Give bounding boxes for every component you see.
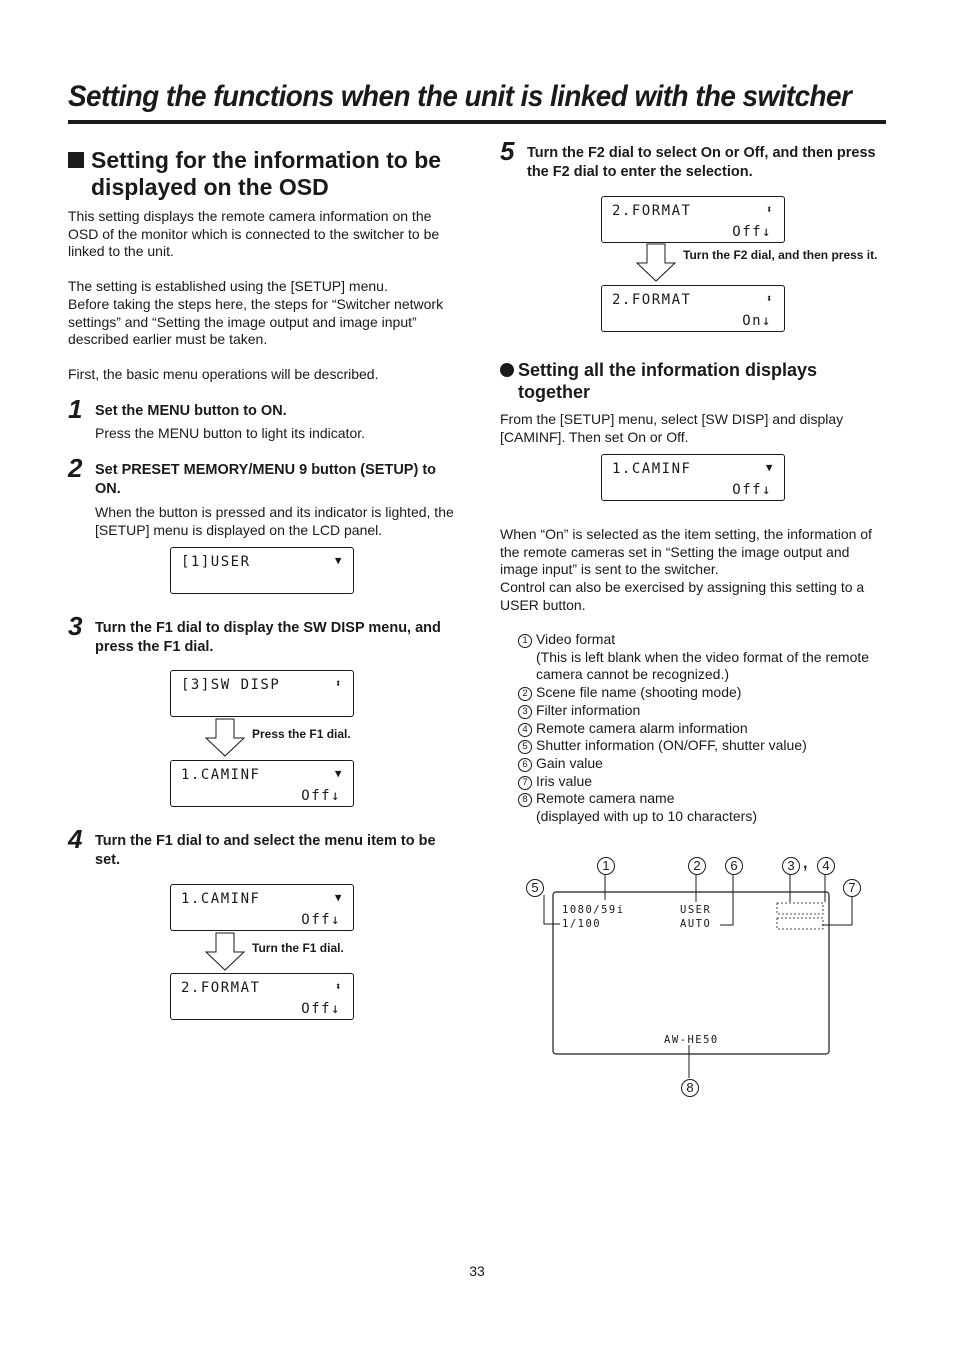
number-circle: 2 xyxy=(518,687,532,701)
list-item-text: Shutter information (ON/OFF, shutter value) xyxy=(536,737,807,754)
subsection-para-2: When “On” is selected as the item setting, the information of the remote cameras set in “Setting the image output and image input” is sent to the switcher. xyxy=(500,526,872,578)
arrow-label: Turn the F1 dial. xyxy=(252,941,344,955)
callout-7: 7 xyxy=(843,879,861,897)
list-item-note: (displayed with up to 10 characters) xyxy=(536,808,757,825)
lcd-line-1: 2.FORMAT xyxy=(181,980,261,996)
callout-4: 4 xyxy=(817,857,835,875)
subsection-heading xyxy=(500,359,880,403)
lcd-format-on xyxy=(601,285,785,332)
subsection-para-3: Control can also be exercised by assigning this setting to a USER button. xyxy=(500,579,865,613)
list-item-text: Scene file name (shooting mode) xyxy=(536,684,742,701)
section-para-2: The setting is established using the [SETUP] menu. xyxy=(68,278,388,294)
step-title: Set the MENU button to ON. xyxy=(95,403,287,419)
lcd-setup-user xyxy=(170,547,354,594)
lcd-line-1: 1.CAMINF xyxy=(181,891,261,907)
list-item-note: (This is left blank when the video format of the remote camera cannot be recognized.) xyxy=(536,648,870,683)
round-bullet-icon xyxy=(500,363,514,377)
step-number: 5 xyxy=(500,136,515,166)
list-item xyxy=(518,790,888,808)
section-heading xyxy=(68,147,448,201)
list-item xyxy=(518,773,888,791)
step-title: Turn the F1 dial to and select the menu item to be set. xyxy=(95,833,436,868)
list-item xyxy=(518,631,888,649)
number-circle: 6 xyxy=(518,758,532,772)
lcd-sw-disp xyxy=(170,670,354,717)
down-arrow-icon xyxy=(203,932,247,972)
lcd-line-2: Off↓ xyxy=(301,1001,341,1017)
osd-gain: AUTO xyxy=(680,918,712,930)
osd-diagram xyxy=(500,850,890,1110)
lcd-format xyxy=(170,973,354,1020)
number-circle: 5 xyxy=(518,740,532,754)
scroll-indicator-icon: ▼ xyxy=(334,891,343,904)
step-number: 4 xyxy=(68,824,83,854)
lcd-line-2: Off↓ xyxy=(301,912,341,928)
list-item-text: Filter information xyxy=(536,701,641,718)
step-body: Press the MENU button to light its indicator. xyxy=(95,425,366,441)
osd-shutter: 1/100 xyxy=(562,918,602,930)
osd-video-format: 1080/59i xyxy=(562,904,625,916)
callout-3: 3 xyxy=(782,857,800,875)
step-number: 2 xyxy=(68,453,83,483)
list-item-text: Remote camera alarm information xyxy=(536,719,748,736)
number-circle: 3 xyxy=(518,705,532,719)
page-title: Setting the functions when the unit is linked with the switcher xyxy=(68,80,852,113)
lcd-line-1: [1]USER xyxy=(181,554,251,570)
lcd-line-1: 1.CAMINF xyxy=(181,767,261,783)
down-arrow-icon xyxy=(203,718,247,758)
section-para-4: First, the basic menu operations will be described. xyxy=(68,366,379,382)
list-item xyxy=(518,684,888,702)
arrow-label: Press the F1 dial. xyxy=(252,727,351,741)
lcd-caminf xyxy=(170,884,354,931)
lcd-caminf xyxy=(170,760,354,807)
arrow-label: Turn the F2 dial, and then press it. xyxy=(683,248,878,262)
lcd-line-1: 2.FORMAT xyxy=(612,203,692,219)
list-item-text: Gain value xyxy=(536,754,603,771)
scroll-indicator-icon: ▼ xyxy=(334,554,343,567)
scroll-indicator-icon: ▼ xyxy=(765,461,774,474)
scroll-indicator-icon: ⬍ xyxy=(334,980,343,993)
lcd-format xyxy=(601,196,785,243)
list-item xyxy=(518,720,888,738)
callout-2: 2 xyxy=(688,857,706,875)
list-item-text: Video format xyxy=(536,631,616,647)
list-item xyxy=(518,737,888,755)
callout-5: 5 xyxy=(526,879,544,897)
osd-leader-lines xyxy=(500,850,890,1110)
scroll-indicator-icon: ⬍ xyxy=(765,203,774,216)
lcd-caminf xyxy=(601,454,785,501)
step-title: Set PRESET MEMORY/MENU 9 button (SETUP) to ON. xyxy=(95,462,437,497)
number-circle: 8 xyxy=(518,793,532,807)
step-number: 3 xyxy=(68,611,83,641)
down-arrow-icon xyxy=(634,243,678,283)
list-item-text: Iris value xyxy=(536,772,593,789)
lcd-line-2: On↓ xyxy=(742,313,772,329)
osd-camera-name: AW-HE50 xyxy=(664,1034,719,1046)
osd-scene-file: USER xyxy=(680,904,712,916)
subsection-heading-text: Setting all the information displays together xyxy=(518,360,818,402)
page-number: 33 xyxy=(469,1263,485,1279)
scroll-indicator-icon: ⬍ xyxy=(334,677,343,690)
callout-1: 1 xyxy=(597,857,615,875)
list-item-text: Remote camera name xyxy=(536,790,675,807)
lcd-line-2: Off↓ xyxy=(301,788,341,804)
step-body: When the button is pressed and its indicator is lighted, the [SETUP] menu is displayed on the LCD panel. xyxy=(95,504,454,538)
section-para-1: This setting displays the remote camera information on the OSD of the monitor which is connected to the switcher to be linked to the unit. xyxy=(68,208,440,260)
list-item xyxy=(518,755,888,773)
step-number: 1 xyxy=(68,394,83,424)
title-rule xyxy=(68,120,886,124)
number-circle: 1 xyxy=(518,634,532,648)
callout-6: 6 xyxy=(725,857,743,875)
scroll-indicator-icon: ⬍ xyxy=(765,292,774,305)
step-title: Turn the F1 dial to display the SW DISP menu, and press the F1 dial. xyxy=(95,620,441,655)
callout-separator: , xyxy=(803,855,808,872)
callout-8: 8 xyxy=(681,1079,699,1097)
number-circle: 7 xyxy=(518,776,532,790)
step-title: Turn the F2 dial to select On or Off, and then press the F2 dial to enter the selection. xyxy=(527,145,876,180)
lcd-line-1: [3]SW DISP xyxy=(181,677,281,693)
lcd-line-2: Off↓ xyxy=(732,482,772,498)
square-bullet-icon xyxy=(68,152,84,168)
section-heading-text: Setting for the information to be displayed on the OSD xyxy=(91,147,442,200)
lcd-line-2: Off↓ xyxy=(732,224,772,240)
section-para-3: Before taking the steps here, the steps for “Switcher network settings” and “Setting the image output and image input” described earlier must be taken. xyxy=(68,296,444,348)
number-circle: 4 xyxy=(518,723,532,737)
list-item xyxy=(518,702,888,720)
subsection-para-1: From the [SETUP] menu, select [SW DISP] and display [CAMINF]. Then set On or Off. xyxy=(500,411,844,445)
lcd-line-1: 2.FORMAT xyxy=(612,292,692,308)
lcd-line-1: 1.CAMINF xyxy=(612,461,692,477)
scroll-indicator-icon: ▼ xyxy=(334,767,343,780)
info-list xyxy=(518,631,888,826)
